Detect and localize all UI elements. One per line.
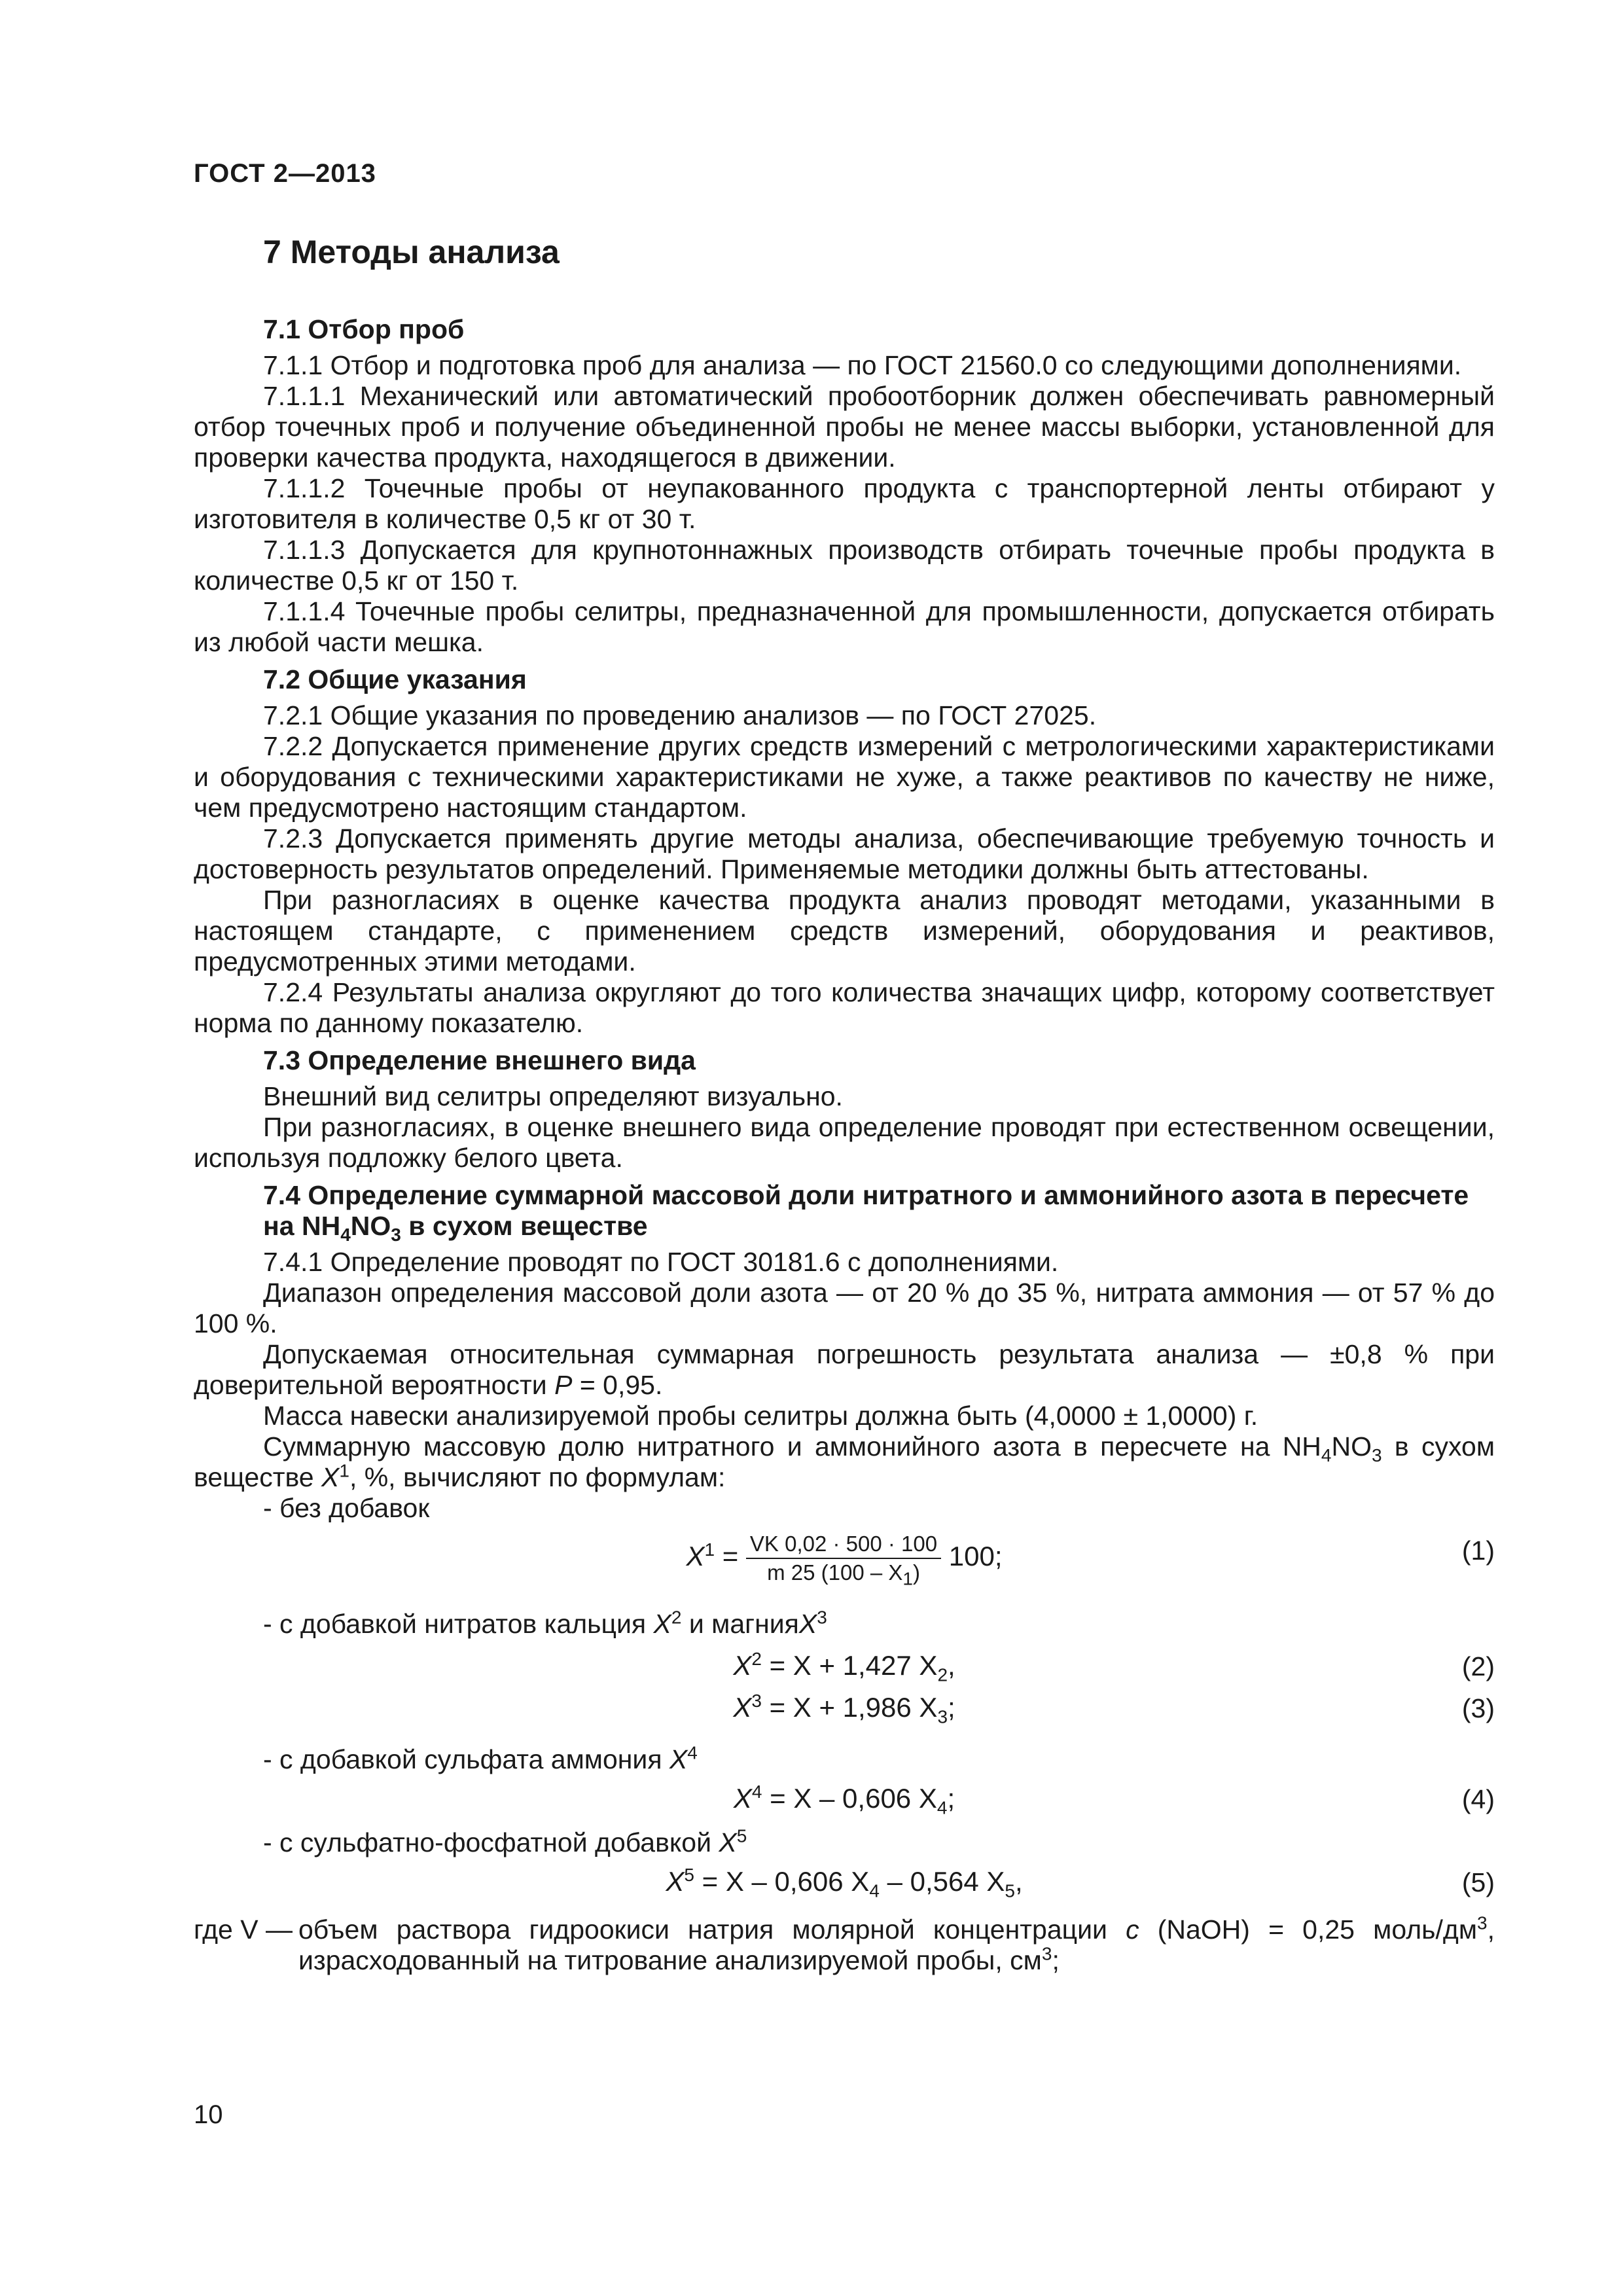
paragraph-range: Диапазон определения массовой доли азота — от 20 % до 35 %, нитрата аммония — от 57 % до 100 %. bbox=[194, 1278, 1495, 1338]
formula-1-numerator: VK 0,02 · 500 · 100 bbox=[746, 1530, 941, 1559]
paragraph-error: Допускаемая относительная суммарная погрешность результата анализа — ±0,8 % при доверительной вероятности P = 0,95. bbox=[194, 1339, 1495, 1400]
formula-2: $X^2 = X + 1,427$ $X_2$, (2) bbox=[733, 1649, 1495, 1685]
formula-4: $X^4 = X - 0,606$ $X_4$; (4) bbox=[733, 1782, 1495, 1818]
paragraph-7-3-disputes: При разногласиях, в оценке внешнего вида определение проводят при естественном освещении, используя подложку белого цвета. bbox=[194, 1112, 1495, 1173]
bullet-sulfate-phosphate: - с сульфатно-фосфатной добавкой $X^5$ bbox=[263, 1825, 747, 1857]
formula-1-number: (1) bbox=[1461, 1535, 1495, 1566]
paragraph-7-2-1: 7.2.1 Общие указания по проведению анализов — по ГОСТ 27025. bbox=[263, 700, 1097, 730]
document-header: ГОСТ 2—2013 bbox=[194, 159, 376, 188]
paragraph-7-1-1-1: 7.1.1.1 Механический или автоматический пробоотборник должен обеспечивать равномерный отбор точечных проб и получение объединенной пробы не менее массы выборки, установленной для проверки качества продукта, находящегося в движении. bbox=[194, 381, 1495, 473]
paragraph-7-1-1-2: 7.1.1.2 Точечные пробы от неупакованного продукта с транспортерной ленты отбирают у изготовителя в количестве 0,5 кг от 30 т. bbox=[194, 473, 1495, 534]
formula-4-number: (4) bbox=[1461, 1784, 1495, 1814]
subsection-7-4: 7.4 Определение суммарной массовой доли нитратного и аммонийного азота в пересчете на $NH_4NO_3$ в сухом веществе bbox=[263, 1180, 1469, 1246]
paragraph-7-2-3: 7.2.3 Допускается применять другие методы анализа, обеспечивающие требуемую точность и достоверность результатов определений. Применяемые методики должны быть аттестованы. bbox=[194, 823, 1495, 884]
bullet-calcium-magnesium: - с добавкой нитратов кальция $X^2$ и магнияX$^3$ bbox=[263, 1607, 827, 1639]
bullet-no-additives: - без добавок bbox=[263, 1493, 430, 1523]
formula-1-denominator: m 25 $(100 - X_1)$ bbox=[767, 1560, 920, 1589]
formula-5: $X^5 = X - 0,606$ $X_4 - 0,564$ $X_5$, (5) bbox=[666, 1865, 1495, 1901]
paragraph-7-2-3-disputes: При разногласиях в оценке качества продукта анализ проводят методами, указанными в настоящем стандарте, с применением средств измерений, оборудования и реактивов, предусмотренных этими методами. bbox=[194, 885, 1495, 977]
paragraph-formulas-intro: Суммарную массовую долю нитратного и аммонийного азота в пересчете на $NH_4NO_3$ в сухом веществе $X^1$, %, вычисляют по формулам: bbox=[194, 1431, 1495, 1492]
formula-1: $X^1$ = $\frac{VK 0,02 \cdot 500 \cdot 100}{m 25 (100 - X_1)}$ 100; (1) bbox=[686, 1532, 1495, 1589]
paragraph-7-1-1: 7.1.1 Отбор и подготовка проб для анализа — по ГОСТ 21560.0 со следующими дополнениями. bbox=[263, 350, 1462, 380]
paragraph-mass: Масса навески анализируемой пробы селитры должна быть (4,0000 ± 1,0000) г. bbox=[263, 1401, 1258, 1431]
bullet-ammonium-sulfate: - с добавкой сульфата аммония $X^4$ bbox=[263, 1742, 698, 1774]
page-body bbox=[194, 233, 1495, 1976]
formula-2-number: (2) bbox=[1461, 1651, 1495, 1681]
formula-1-fraction bbox=[746, 1530, 941, 1587]
paragraph-7-3-visual: Внешний вид селитры определяют визуально. bbox=[263, 1081, 843, 1111]
where-text: объем раствора гидроокиси натрия молярной концентрации c (NaOH) = 0,25 моль/$дм^3$, израсходованный на титрование анализируемой пробы, $см^3$; bbox=[298, 1912, 1495, 1975]
paragraph-7-1-1-4: 7.1.1.4 Точечные пробы селитры, предназначенной для промышленности, допускается отбирать из любой части мешка. bbox=[194, 596, 1495, 657]
formula-5-number: (5) bbox=[1461, 1867, 1495, 1897]
subsection-7-2: 7.2 Общие указания bbox=[263, 664, 527, 694]
page-number: 10 bbox=[194, 2100, 223, 2129]
where-lead: где V — bbox=[194, 1914, 293, 1945]
paragraph-7-4-1: 7.4.1 Определение проводят по ГОСТ 30181.6 с дополнениями. bbox=[263, 1247, 1059, 1277]
paragraph-7-2-4: 7.2.4 Результаты анализа округляют до того количества значащих цифр, которому соответствует норма по данному показателю. bbox=[194, 977, 1495, 1038]
paragraph-7-2-2: 7.2.2 Допускается применение других средств измерений с метрологическими характеристиками и оборудования с техническими характеристиками не хуже, а также реактивов по качеству не ниже, чем предусмотрено настоящим стандартом. bbox=[194, 731, 1495, 823]
section-title: 7 Методы анализа bbox=[263, 234, 560, 270]
paragraph-7-1-1-3: 7.1.1.3 Допускается для крупнотоннажных производств отбирать точечные пробы продукта в количестве 0,5 кг от 150 т. bbox=[194, 535, 1495, 596]
formula-3-number: (3) bbox=[1461, 1693, 1495, 1723]
variable-definition-V bbox=[194, 1914, 1495, 1976]
subsection-7-1: 7.1 Отбор проб bbox=[263, 314, 465, 344]
formula-3: $X^3 = X + 1,986$ $X_3$; (3) bbox=[733, 1691, 1495, 1727]
subsection-7-3: 7.3 Определение внешнего вида bbox=[263, 1045, 696, 1075]
